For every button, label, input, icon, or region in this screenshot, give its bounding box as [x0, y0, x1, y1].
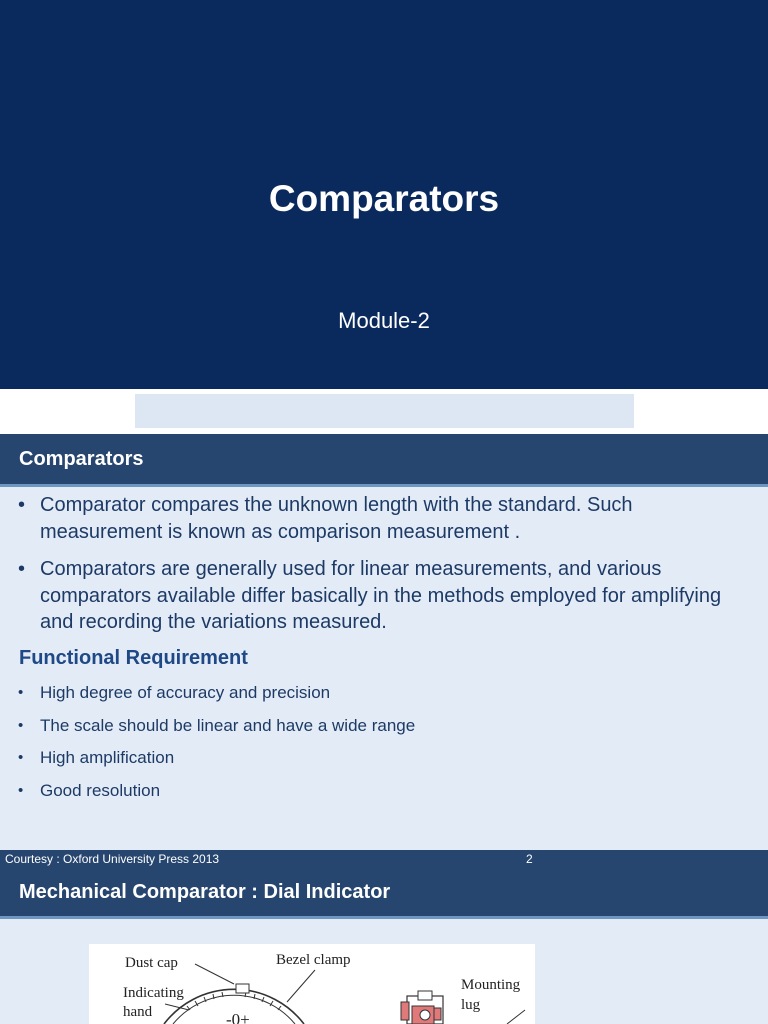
- slide-heading: Mechanical Comparator : Dial Indicator: [19, 881, 391, 903]
- requirement-text: The scale should be linear and have a wide range: [40, 715, 416, 735]
- bullet-icon: •: [18, 684, 24, 701]
- page-number: 2: [526, 852, 533, 866]
- indicating-hand-label-line1: Indicating: [123, 985, 184, 1001]
- bullet-text: Comparator compares the unknown length with the standard. Such measurement is known as comparison measurement .: [40, 494, 633, 543]
- slide-heading: Comparators: [19, 448, 144, 470]
- slide-subtitle: Module-2: [338, 308, 430, 333]
- slide-title: Comparators: [268, 178, 500, 219]
- requirement-item: [18, 683, 748, 703]
- bullet-text: Comparators are generally used for linear measurements, and various comparators available differ basically in the methods employed for amplifying and recording the variations measured.: [40, 558, 722, 633]
- bullet-icon: •: [18, 749, 24, 766]
- bullet-icon: •: [18, 494, 26, 516]
- requirement-text: High amplification: [40, 748, 175, 767]
- bullet-item: [18, 492, 748, 545]
- requirement-item: [18, 748, 748, 768]
- slide-header: [0, 870, 768, 919]
- dial-indicator-diagram: [89, 944, 535, 1024]
- bullet-item: [18, 556, 748, 636]
- functional-requirement-heading: Functional Requirement: [19, 647, 248, 669]
- dust-cap-label: Dust cap: [125, 955, 178, 971]
- requirement-item: [18, 781, 748, 801]
- courtesy-text: Courtesy : Oxford University Press 2013: [5, 852, 220, 866]
- comparators-slide: [0, 434, 768, 850]
- slide-header: [0, 434, 768, 487]
- slide-separator-bar: [135, 394, 634, 428]
- definition-bullet-list: [18, 492, 748, 647]
- bullet-icon: •: [18, 558, 26, 580]
- mounting-lug-label-line1: Mounting: [461, 977, 521, 993]
- bezel-clamp-label: Bezel clamp: [276, 952, 351, 968]
- bullet-icon: •: [18, 781, 24, 799]
- requirement-item: [18, 716, 748, 736]
- bullet-icon: •: [18, 716, 24, 734]
- indicating-hand-label-line2: hand: [123, 1004, 153, 1020]
- requirements-bullet-list: [18, 683, 748, 813]
- slide-footer: [0, 850, 768, 870]
- title-slide: [0, 0, 768, 389]
- requirement-text: Good resolution: [40, 780, 161, 800]
- mounting-lug-label-line2: lug: [461, 997, 481, 1013]
- dial-zero-marking: -0+: [226, 1010, 250, 1024]
- requirement-text: High degree of accuracy and precision: [40, 683, 331, 702]
